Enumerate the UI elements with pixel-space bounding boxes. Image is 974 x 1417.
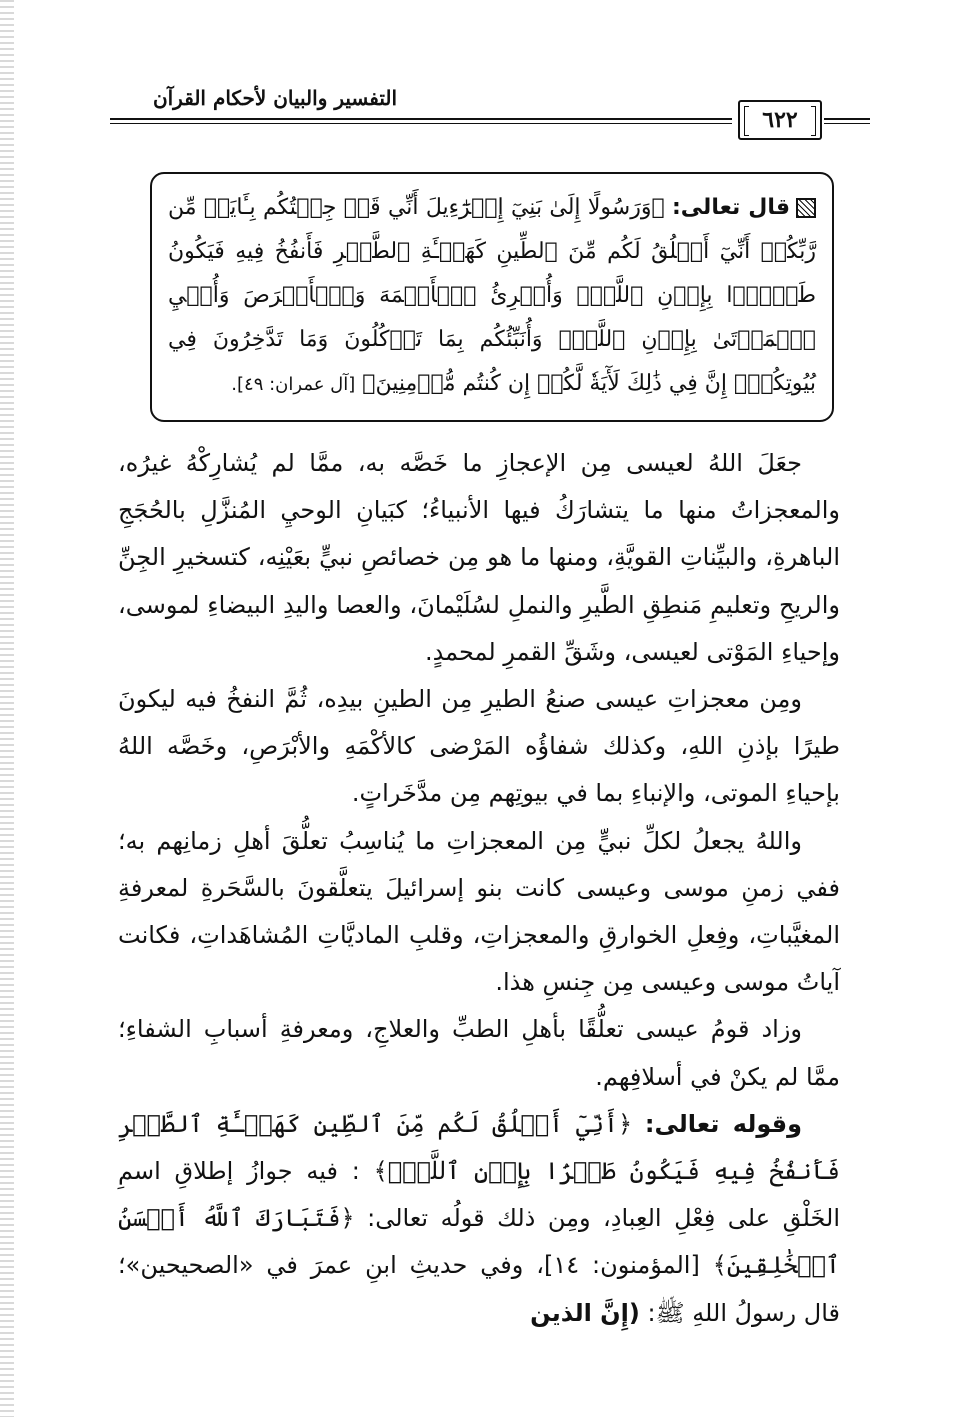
paragraph-text: : فيه جوازُ إطلاقِ اسمِ الخَلْقِ على فِعْلِ العِبادِ، ومِن ذلك قولُه تعالى: xyxy=(118,1157,841,1233)
hadith-start: (إِنَّ الذين xyxy=(530,1298,640,1327)
page-header xyxy=(90,84,870,154)
header-rule xyxy=(110,118,732,124)
verse-reference: [آل عمران: ٤٩]. xyxy=(231,374,356,395)
verse-box xyxy=(150,172,834,422)
verse-text: ﴿وَرَسُولًا إِلَىٰ بَنِيٓ إِسۡرَٰٓءِيلَ أَنِّي قَدۡ جِئۡتُكُم بِـَٔايَةٖ مِّن رَّبِّكُمۡ أَنِّيٓ أَخۡلُقُ لَكُم مِّنَ ٱلطِّينِ كَهَيۡـَٔةِ ٱلطَّيۡرِ فَأَنفُخُ فِيهِ فَيَكُونُ طَيۡرَۢا بِإِذۡنِ ٱللَّهِۖ وَأُبۡرِئُ ٱلۡأَكۡمَهَ وَٱلۡأَبۡرَصَ وَأُحۡيِ ٱلۡمَوۡتَىٰ بِإِذۡنِ ٱللَّهِۖ وَأُنَبِّئُكُم بِمَا تَأۡكُلُونَ وَمَا تَدَّخِرُونَ فِي بُيُوتِكُمۡۚ إِنَّ فِي ذَٰلِكَ لَأٓيَةٗ لَّكُمۡ إِن كُنتُم مُّؤۡمِنِينَ﴾ xyxy=(168,195,816,396)
paragraph: جعَلَ اللهُ لعيسى مِن الإعجازِ ما خَصَّه به، ممَّا لم يُشارِكْهُ غيرُه، والمعجزاتُ منها ما يتشارَكُ فيها الأنبياءُ؛ كبَيانِ الوحيِ المُنزَّلِ بالحُجَجِ الباهرةِ، والبيِّناتِ القويَّةِ، ومنها ما هو مِن خصائصِ نبيٍّ بعَيْنِه، كتسخيرِ الجِنِّ والريحِ وتعليمِ مَنطِقِ الطَّيرِ والنملِ لسُلَيْمانَ، والعصا واليدِ البيضاءِ لموسى، وإحياءِ المَوْتى لعيسى، وشَقِّ القمرِ لمحمدٍ. xyxy=(118,449,840,666)
running-title: التفسير والبيان لأحكام القرآن xyxy=(152,86,398,110)
page-number: ٦٢٢ xyxy=(738,100,822,140)
paragraph: وزاد قومُ عيسى تعلُّقًا بأهلِ الطبِّ والعلاجِ، ومعرفةِ أسبابِ الشفاءِ؛ ممَّا لم يكنْ في أسلافِهم. xyxy=(118,1015,840,1091)
paragraph: واللهُ يجعلُ لكلِّ نبيٍّ مِن المعجزاتِ ما يُناسِبُ تعلُّقَ أهلِ زمانِهم به؛ ففي زمنِ موسى وعيسى كانت بنو إسرائيلَ يتعلَّقونَ بالسَّحَرةِ لمعرفةِ المغيَّباتِ، وفِعلِ الخوارقِ والمعجزاتِ، وقلبِ الماديَّاتِ المُشاهَداتِ، فكانت آياتُ موسى وعيسى مِن جِنسِ هذا. xyxy=(118,826,840,997)
page-edge-texture xyxy=(0,0,14,1417)
verse-lead: قال تعالى: xyxy=(672,195,790,220)
paragraph xyxy=(118,1101,840,1337)
paragraph-lead: وقوله تعالى: xyxy=(644,1109,803,1138)
quran-quote: ﴿فَتَبَارَكَ ٱللَّهُ أَحۡسَنُ ٱلۡخَٰلِقِينَ﴾ xyxy=(118,1204,840,1280)
commentary-body xyxy=(118,440,840,1337)
ornament-icon xyxy=(796,198,816,218)
paragraph-text: [المؤمنون: ١٤]، وفي حديثِ ابنِ عمرَ في «الصحيحين»؛ قال رسولُ اللهِ ﷺ: xyxy=(118,1251,840,1327)
header-rule-right xyxy=(824,118,870,124)
paragraph: ومِن معجزاتِ عيسى صنعُ الطيرِ مِن الطينِ بيدِه، ثُمَّ النفخُ فيه ليكونَ طيرًا بإذنِ اللهِ، وكذلك شفاؤُه المَرْضى كالأكْمَهِ والأبْرَصِ، وخَصَّه اللهُ بإحياءِ الموتى، والإنباءِ بما في بيوتِهم مِن مدَّخَراتٍ. xyxy=(118,685,840,808)
quran-quote: ﴿أَنِّيٓ أَخۡلُقُ لَكُم مِّنَ ٱلطِّينِ كَهَيۡـَٔةِ ٱلطَّيۡرِ فَأَنفُخُ فِيهِ فَيَكُونُ طَيۡرَۢا بِإِذۡنِ ٱللَّهِۖ﴾ xyxy=(118,1109,840,1186)
